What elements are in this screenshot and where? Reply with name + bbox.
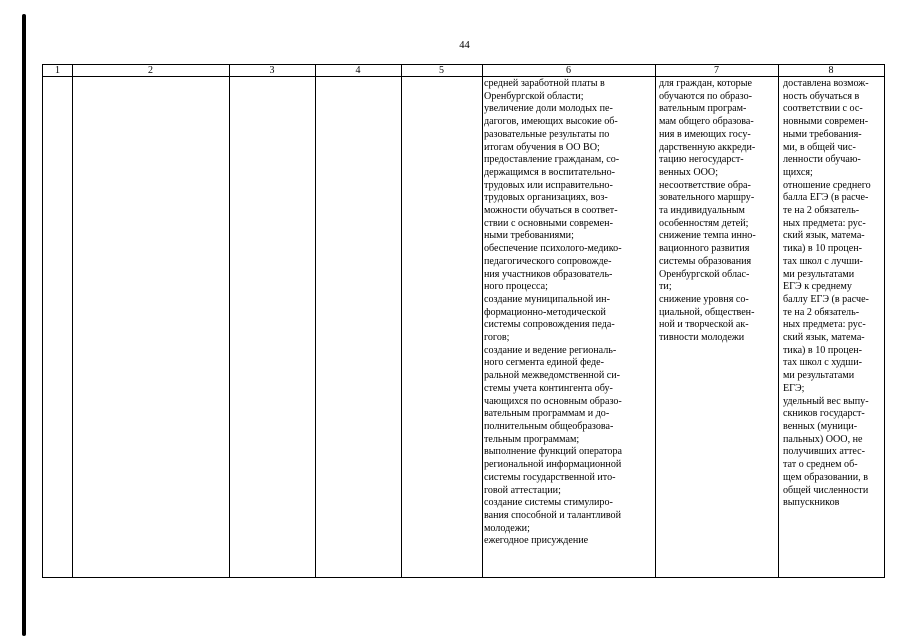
text-line: тельным программам;: [484, 433, 580, 445]
text-line: говой аттестации;: [484, 484, 561, 496]
text-line: системы государственной ито-: [484, 471, 616, 483]
text-line: ежегодное присуждение: [484, 535, 589, 547]
text-line: общей численности: [783, 484, 869, 496]
text-line: тах школ с лучши-: [783, 255, 863, 267]
text-line: Оренбургской области;: [484, 90, 584, 102]
text-line: молодежи;: [484, 522, 530, 534]
text-line: баллу ЕГЭ (в расче-: [783, 293, 869, 305]
text-line: дарственную аккреди-: [659, 141, 756, 153]
text-line: итогам обучения в ОО ВО;: [484, 141, 600, 153]
text-line: ных предмета: рус-: [783, 319, 866, 331]
text-line: ного сегмента единой феде-: [484, 357, 604, 369]
text-line: выполнение функций оператора: [484, 446, 623, 458]
text-line: увеличение доли молодых пе-: [484, 103, 613, 115]
text-line: держащимся в воспитательно-: [484, 166, 615, 178]
text-line: балла ЕГЭ (в расче-: [783, 192, 869, 204]
text-line: обучаются по образо-: [659, 90, 753, 102]
column-divider: [315, 65, 316, 577]
text-line: тика) в 10 процен-: [783, 243, 862, 255]
table: [42, 64, 885, 578]
text-line: ральной межведомственной си-: [484, 370, 620, 382]
text-line: зовательного маршру-: [659, 192, 755, 204]
column-header-3: 3: [269, 65, 275, 76]
text-line: педагогического сопровожде-: [484, 255, 612, 267]
text-line: Оренбургской облас-: [659, 268, 750, 280]
text-line: вательным програм-: [659, 103, 747, 115]
text-line: циальной, обществен-: [659, 306, 755, 318]
text-line: получивших аттес-: [783, 446, 866, 458]
column-divider: [401, 65, 402, 577]
text-line: ми, в общей чис-: [783, 141, 856, 153]
text-line: трудовых или исправительно-: [484, 179, 613, 191]
text-line: скников государст-: [783, 408, 865, 420]
text-line: снижение темпа инно-: [659, 230, 756, 242]
text-line: создание и ведение региональ-: [484, 344, 617, 356]
text-line: средней заработной платы в: [484, 78, 605, 89]
text-line: предоставление гражданам, со-: [484, 154, 620, 166]
text-line: несоответствие обра-: [659, 179, 751, 191]
text-line: трудовых организациях, воз-: [484, 192, 608, 204]
text-line: ной и творческой ак-: [659, 319, 749, 331]
column-header-5: 5: [439, 65, 444, 76]
text-line: ский язык, матема-: [783, 332, 865, 344]
text-line: ЕГЭ;: [783, 382, 805, 394]
column-divider: [72, 65, 73, 577]
text-line: ми результатами: [783, 268, 855, 280]
page-number: 44: [459, 40, 470, 51]
text-line: щихся;: [783, 166, 813, 178]
text-line: чающихся по основным образо-: [484, 395, 622, 407]
column-header-4: 4: [355, 65, 361, 76]
text-line: для граждан, которые: [659, 78, 752, 89]
column-8-text: [783, 78, 871, 510]
text-line: разовательные результаты по: [484, 128, 610, 140]
text-line: стемы учета контингента обу-: [484, 382, 613, 394]
text-line: венных (муници-: [783, 420, 858, 432]
text-line: ность обучаться в: [783, 90, 860, 102]
column-header-1: 1: [55, 65, 60, 76]
text-line: та индивидуальным: [659, 205, 745, 217]
text-line: тика) в 10 процен-: [783, 344, 862, 356]
text-line: системы образования: [659, 255, 752, 267]
text-line: региональной информационной: [484, 459, 622, 471]
text-line: ленности обучаю-: [783, 154, 861, 166]
text-line: пальных) ООО, не: [783, 433, 863, 445]
text-line: полнительным общеобразова-: [484, 420, 614, 432]
text-line: обеспечение психолого-медико-: [484, 243, 622, 255]
column-divider: [778, 65, 779, 577]
text-line: ЕГЭ к среднему: [783, 281, 852, 293]
text-line: ного процесса;: [484, 281, 548, 293]
text-line: выпускников: [783, 497, 840, 509]
text-line: тацию негосударст-: [659, 154, 744, 166]
column-divider: [229, 65, 230, 577]
text-line: венных ООО;: [659, 166, 719, 178]
text-line: тивности молодежи: [659, 332, 745, 344]
text-line: создание муниципальной ин-: [484, 293, 610, 305]
text-line: ния участников образователь-: [484, 268, 613, 280]
text-line: системы сопровождения педа-: [484, 319, 615, 331]
text-line: ными требования-: [783, 128, 862, 140]
text-line: щем образовании, в: [783, 471, 868, 483]
text-line: ными требованиями;: [484, 230, 574, 242]
text-line: ми результатами: [783, 370, 855, 382]
text-line: можности обучаться в соответ-: [484, 205, 618, 217]
text-line: тах школ с худши-: [783, 357, 862, 369]
text-line: формационно-методической: [484, 306, 606, 318]
text-line: доставлена возмож-: [783, 78, 869, 89]
text-line: вательным программам и до-: [484, 408, 610, 420]
text-line: ти;: [659, 281, 672, 293]
text-line: ния в имеющих госу-: [659, 128, 751, 140]
column-6-text: [484, 78, 622, 548]
column-7-text: [659, 78, 756, 345]
text-line: ных предмета: рус-: [783, 217, 866, 229]
text-line: удельный вес выпу-: [783, 395, 869, 407]
column-header-6: 6: [566, 65, 571, 76]
text-line: снижение уровня со-: [659, 293, 749, 305]
column-divider: [655, 65, 656, 577]
column-header-8: 8: [828, 65, 834, 76]
text-line: тат о среднем об-: [783, 459, 858, 471]
column-header-7: 7: [714, 65, 719, 76]
header-row-divider: [43, 76, 884, 77]
text-line: те на 2 обязатель-: [783, 306, 860, 318]
text-line: те на 2 обязатель-: [783, 205, 860, 217]
column-header-2: 2: [148, 65, 153, 76]
text-line: вационного развития: [659, 243, 750, 255]
text-line: создание системы стимулиро-: [484, 497, 613, 509]
text-line: ский язык, матема-: [783, 230, 865, 242]
column-divider: [482, 65, 483, 577]
text-line: вания способной и талантливой: [484, 509, 621, 521]
text-line: соответствии с ос-: [783, 103, 863, 115]
text-line: особенностям детей;: [659, 217, 749, 229]
text-line: мам общего образова-: [659, 116, 754, 128]
text-line: ствии с основными современ-: [484, 217, 613, 229]
text-line: дагогов, имеющих высокие об-: [484, 116, 618, 128]
text-line: отношение среднего: [783, 179, 871, 191]
text-line: новными современ-: [783, 116, 869, 128]
text-line: гогов;: [484, 332, 510, 344]
scan-left-edge: [22, 14, 26, 636]
